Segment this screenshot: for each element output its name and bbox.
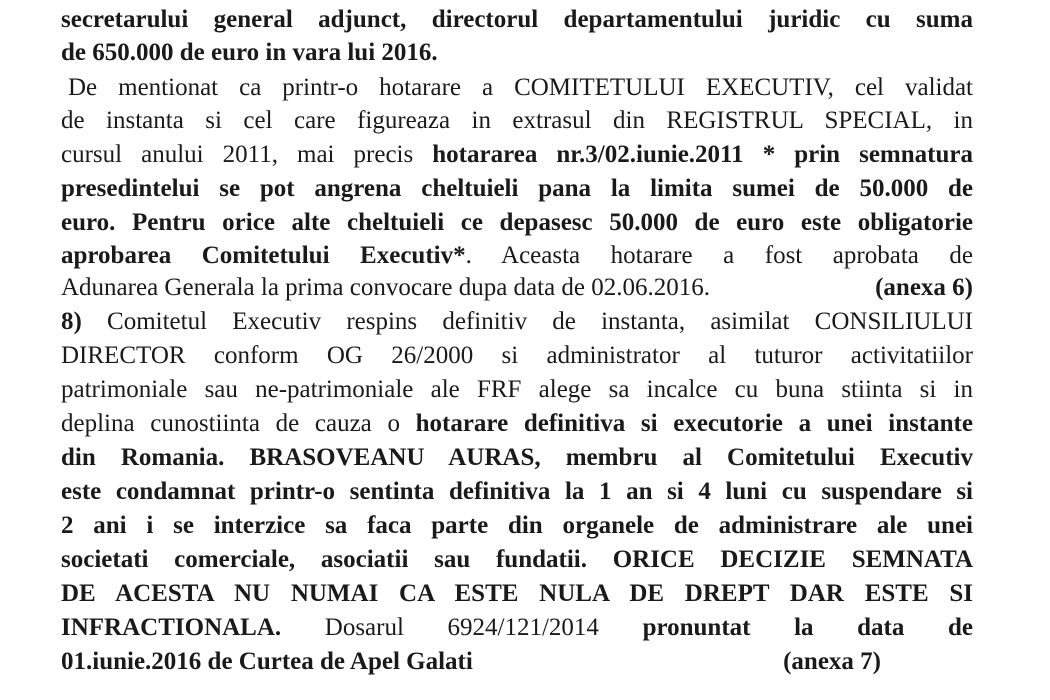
decision-reference: hotararea nr.3/02.iunie.2011 * prin semnatura xyxy=(432,141,973,168)
line-text: DIRECTOR conform OG 26/2000 si administrator al tuturor activitatiilor xyxy=(61,342,973,369)
line-text-bold: hotarare definitiva si executorie a unei instante xyxy=(415,410,973,437)
text-line-10 xyxy=(61,304,973,340)
text-line-18 xyxy=(61,576,973,612)
line-text: din Romania. BRASOVEANU AURAS, membru al Comitetului Executiv xyxy=(61,444,973,471)
text-line-12 xyxy=(61,372,973,408)
text-line-3 xyxy=(68,70,973,106)
text-line-19 xyxy=(61,610,973,646)
text-line-15 xyxy=(61,474,973,510)
line-text: de instanta si cel care figureaza in extrasul din REGISTRUL SPECIAL, in xyxy=(61,107,973,134)
text-line-20 xyxy=(61,644,881,680)
line-text: deplina cunostiinta de cauza o xyxy=(61,410,416,437)
line-text-bold: 01.iunie.2016 de Curtea de Apel Galati xyxy=(61,648,473,675)
text-line-1 xyxy=(61,2,973,38)
line-text: de 650.000 de euro in vara lui 2016. xyxy=(61,39,438,66)
line-text: Adunarea Generala la prima convocare dupa data de 02.06.2016. xyxy=(61,274,711,301)
text-line-8 xyxy=(61,238,973,274)
line-text-bold: aprobarea Comitetului Executiv* xyxy=(61,242,466,269)
text-line-2 xyxy=(61,35,973,71)
line-text: societati comerciale, asociatii sau fundatii. ORICE DECIZIE SEMNATA xyxy=(61,546,973,573)
line-text: patrimoniale sau ne-patrimoniale ale FRF alege sa incalce cu buna stiinta si in xyxy=(61,376,973,403)
text-line-14 xyxy=(61,440,973,476)
line-text: 2 ani i se interzice sa faca parte din organele de administrare ale unei xyxy=(61,512,973,539)
line-text: este condamnat printr-o sentinta definitiva la 1 an si 4 luni cu suspendare si xyxy=(61,478,973,505)
line-text-bold: INFRACTIONALA. xyxy=(61,614,282,641)
list-number: 8) xyxy=(61,308,82,335)
annex-reference: (anexa 6) xyxy=(875,274,973,301)
annex-reference: (anexa 7) xyxy=(783,648,881,675)
text-line-4 xyxy=(61,103,973,139)
line-text: cursul anului 2011, mai precis xyxy=(61,141,433,168)
text-line-13 xyxy=(61,406,973,442)
text-line-17 xyxy=(61,542,973,578)
line-text: . Aceasta hotarare a fost aprobata de xyxy=(465,242,973,269)
text-line-16 xyxy=(61,508,973,544)
line-text: DE ACESTA NU NUMAI CA ESTE NULA DE DREPT DAR ESTE SI xyxy=(61,580,973,607)
line-text: euro. Pentru orice alte cheltuieli ce depasesc 50.000 de euro este obligatorie xyxy=(61,209,973,236)
line-text-bold: pronuntat la data de xyxy=(642,614,973,641)
text-line-7 xyxy=(61,205,973,241)
text-line-11 xyxy=(61,338,973,374)
text-line-5 xyxy=(61,137,973,173)
line-text: De mentionat ca printr-o hotarare a COMITETULUI EXECUTIV, cel validat xyxy=(68,74,973,101)
line-text: Comitetul Executiv respins definitiv de instanta, asimilat CONSILIULUI xyxy=(81,308,973,335)
line-text: secretarului general adjunct, directorul departamentului juridic cu suma xyxy=(61,6,973,33)
case-number: Dosarul 6924/121/2014 xyxy=(281,614,643,641)
text-line-9 xyxy=(61,270,973,306)
line-text: presedintelui se pot angrena cheltuieli pana la limita sumei de 50.000 de xyxy=(61,175,973,202)
text-line-6 xyxy=(61,171,973,207)
